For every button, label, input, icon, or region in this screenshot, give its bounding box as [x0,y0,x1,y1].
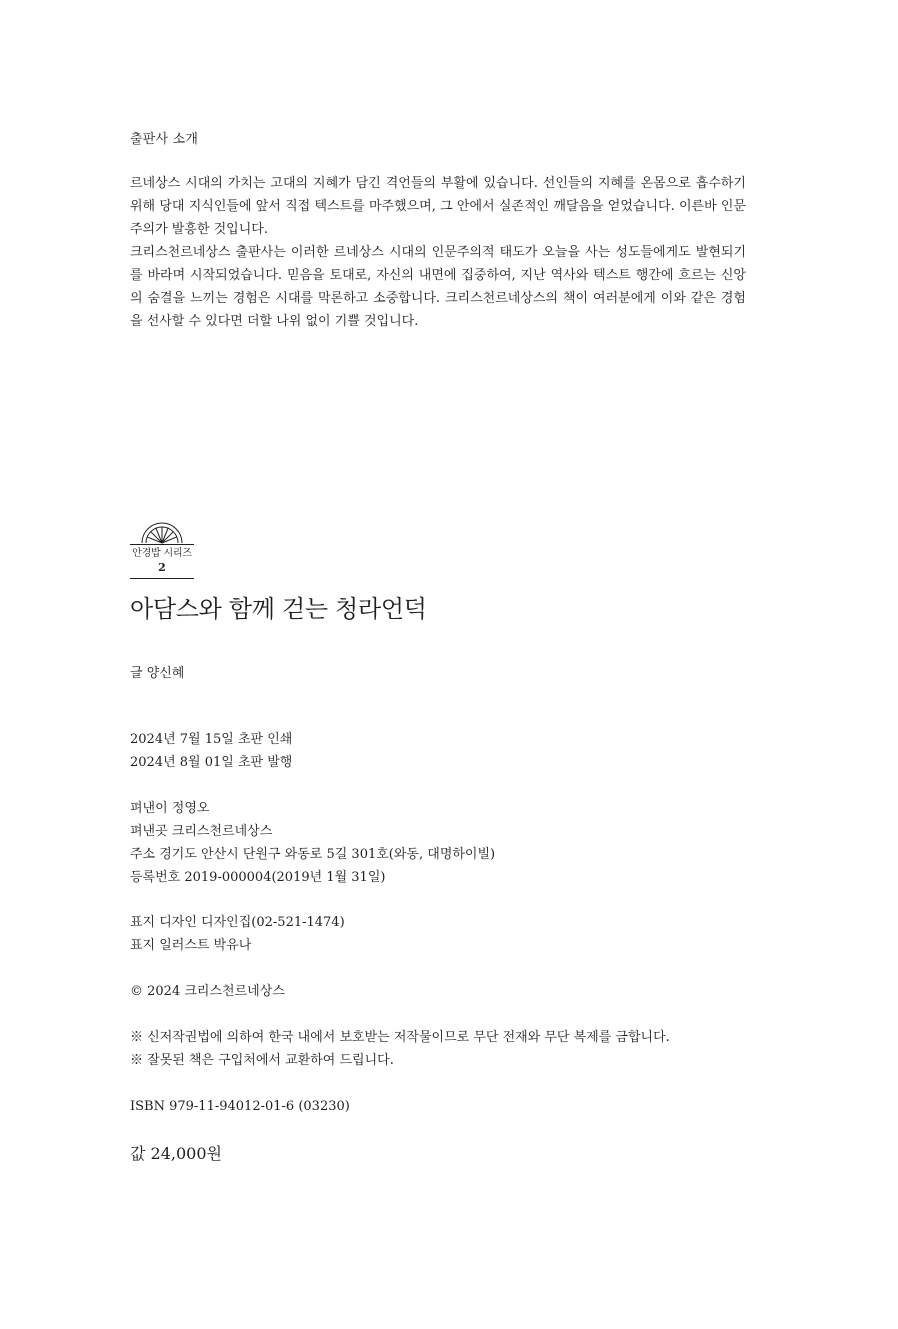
cover-design-credit: 표지 디자인 디자인집(02-521-1474) [130,915,345,930]
wheel-icon [139,522,185,544]
book-title: 아담스와 함께 걷는 청라언덕 [130,595,427,623]
first-print-date: 2024년 7월 15일 초판 인쇄 [130,732,293,747]
divider [130,544,194,545]
divider [130,578,194,579]
publisher-info [130,797,495,889]
exchange-notice: ※ 잘못된 책은 구입처에서 교환하여 드립니다. [130,1053,394,1068]
author: 글 양신혜 [130,666,185,681]
credits [130,911,345,957]
copyright-line: © 2024 크리스천르네상스 [130,984,285,999]
series-name: 안경밥 시리즈 [132,548,192,559]
print-dates [130,728,292,774]
series-number: 2 [158,561,166,574]
intro-paragraph: 르네상스 시대의 가치는 고대의 지혜가 담긴 격언들의 부활에 있습니다. 선인들의 지혜를 온몸으로 흡수하기 위해 당대 지식인들에 앞서 직접 텍스트를 마주했으며, 그 안에서 실존적인 깨달음을 얻었습니다. 이른바 인문주의가 발흥한 것입니다. [130,176,746,237]
publisher-name: 펴낸이 정영오 [130,801,210,816]
address: 주소 경기도 안산시 단원구 와동로 5길 301호(와동, 대명하이빌) [130,847,496,862]
press-name: 펴낸곳 크리스천르네상스 [130,824,273,839]
first-publish-date: 2024년 8월 01일 초판 발행 [130,755,293,770]
section-title: 출판사 소개 [130,132,199,147]
copyright-notice: ※ 신저작권법에 의하여 한국 내에서 보호받는 저작물이므로 무단 전재와 무단 복제를 금합니다. [130,1030,670,1045]
isbn [130,1095,350,1118]
isbn-number: ISBN 979-11-94012-01-6 (03230) [130,1099,350,1114]
registration-number: 등록번호 2019-000004(2019년 1월 31일) [130,870,386,885]
series-logo [130,522,194,579]
copyright [130,980,285,1003]
intro-paragraph: 크리스천르네상스 출판사는 이러한 르네상스 시대의 인문주의적 태도가 오늘을 사는 성도들에게도 발현되기를 바라며 시작되었습니다. 믿음을 토대로, 자신의 내면에 집중하여, 지난 역사와 텍스트 행간에 흐르는 신앙의 숨결을 느끼는 경험은 시대를 막론하고 소중합니다. 크리스천르네상스의 책이 여러분에게 이와 같은 경험을 선사할 수 있다면 더할 나위 없이 기쁠 것입니다. [130,245,746,329]
notices [130,1026,670,1072]
publisher-intro [130,172,746,333]
price: 값 24,000원 [130,1144,222,1163]
cover-illustration-credit: 표지 일러스트 박유나 [130,938,252,953]
